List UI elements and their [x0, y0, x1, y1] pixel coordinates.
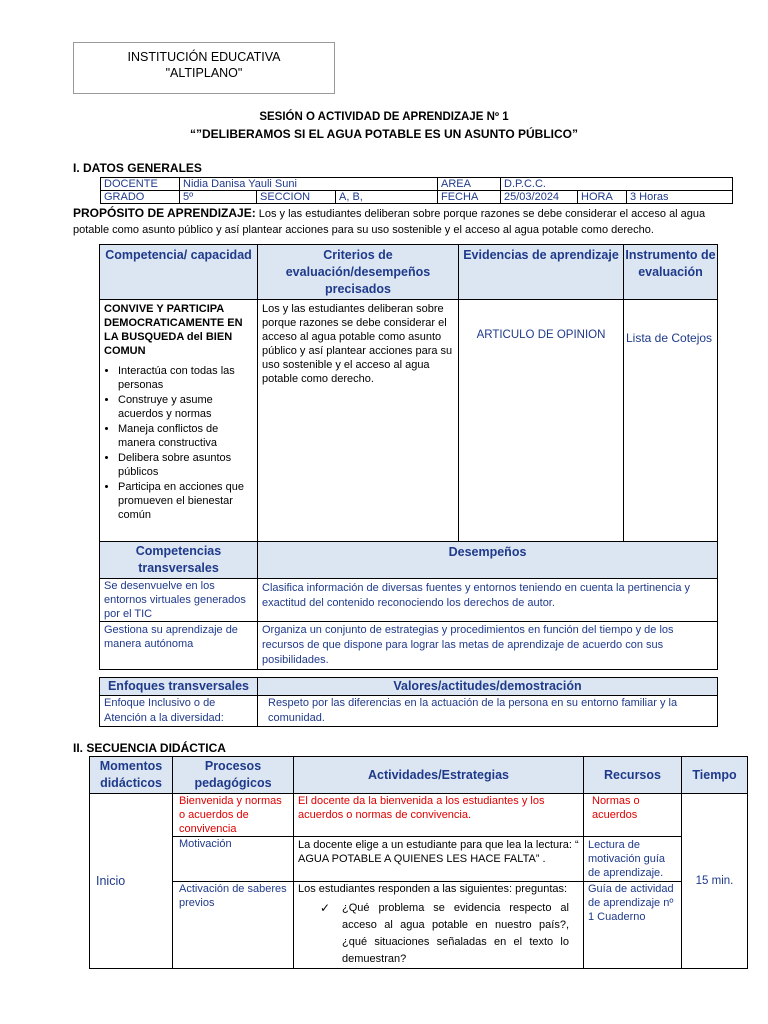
seccion-label: SECCION [257, 191, 336, 204]
header-instrumento: Instrumento de evaluación [624, 245, 718, 300]
capacidad-item: • Maneja conflictos de manera constructiva [118, 422, 253, 450]
valor-cell: Respeto por las diferencias en la actuación de la persona en su entorno familiar y la comunidad. [258, 696, 718, 727]
header-valores: Valores/actitudes/demostración [258, 678, 718, 696]
transversal-competencia: Se desenvuelve en los entornos virtuales generados por el TIC [100, 579, 258, 622]
datos-generales-heading: I. DATOS GENERALES [73, 161, 202, 175]
pregunta-item: ✓ ¿Qué problema se evidencia respecto al acceso al agua potable en nuestro país?, ¿qué situaciones señaladas en el texto lo demuestran? [320, 900, 569, 968]
proposito-text: Los y las estudiantes deliberan sobre porque razones se debe considerar el acceso al agua potable como asunto público y así plantear acciones para su uso sostenible y el acceso al agua potable como derecho. [73, 208, 706, 236]
transversal-desempeno: Organiza un conjunto de estrategias y procedimientos en función del tiempo y de los recursos de que dispone para lograr las metas de aprendizaje de acuerdo con sus posibilidades. [258, 622, 718, 670]
fecha-value: 25/03/2024 [501, 191, 578, 204]
header-procesos: Procesos pedagógicos [173, 757, 294, 794]
header-recursos: Recursos [584, 757, 682, 794]
proposito-paragraph [73, 205, 733, 238]
session-title: SESIÓN O ACTIVIDAD DE APRENDIZAJE Nº 1 [259, 111, 509, 123]
header-actividades: Actividades/Estrategias [294, 757, 584, 794]
school-name-line2: "ALTIPLANO" [165, 66, 243, 80]
header-momentos: Momentos didácticos [90, 757, 173, 794]
recurso-saberes-previos: Guía de actividad de aprendizaje nº 1 Cuaderno [584, 882, 682, 969]
header-evidencias: Evidencias de aprendizaje [459, 245, 624, 300]
competencia-title: CONVIVE Y PARTICIPA DEMOCRATICAMENTE EN LA BUSQUEDA del BIEN COMUN [104, 303, 243, 357]
actividad-saberes-intro: Los estudiantes responden a las siguientes: preguntas: [298, 883, 568, 895]
capacidades-list [104, 364, 253, 522]
hora-value: 3 Horas [627, 191, 733, 204]
secuencia-table [89, 756, 748, 969]
area-value: D.P.C.C. [501, 178, 733, 191]
seccion-value: A, B, [336, 191, 438, 204]
capacidad-item: • Participa en acciones que promueven el bienestar común [118, 480, 253, 522]
area-label: AREA [438, 178, 501, 191]
transversal-competencia: Gestiona su aprendizaje de manera autónoma [100, 622, 258, 670]
competencia-cell [100, 300, 258, 542]
grado-label: GRADO [101, 191, 180, 204]
capacidad-item: • Construye y asume acuerdos y normas [118, 393, 253, 421]
proceso-motivacion: Motivación [173, 837, 294, 882]
proceso-bienvenida: Bienvenida y normas o acuerdos de convivencia [173, 794, 294, 837]
capacidad-item: • Delibera sobre asuntos públicos [118, 451, 253, 479]
header-competencia: Competencia/ capacidad [100, 245, 258, 300]
transversal-desempeno: Clasifica información de diversas fuentes y entornos teniendo en cuenta la pertinencia y exactitud del contenido reconociendo los derechos de autor. [258, 579, 718, 622]
hora-label: HORA [578, 191, 627, 204]
school-header-box [73, 42, 335, 94]
secuencia-heading: II. SECUENCIA DIDÁCTICA [73, 741, 226, 755]
recurso-bienvenida: Normas o acuerdos [584, 794, 682, 837]
header-desempenos: Desempeños [258, 542, 718, 579]
enfoques-table [99, 677, 718, 727]
header-enfoques: Enfoques transversales [100, 678, 258, 696]
school-name-line1: INSTITUCIÓN EDUCATIVA [127, 50, 281, 64]
proposito-label: PROPÓSITO DE APRENDIZAJE: [73, 206, 256, 220]
proceso-saberes-previos: Activación de saberes previos [173, 882, 294, 969]
criterio-cell: Los y las estudiantes deliberan sobre porque razones se debe considerar el acceso al agua potable como asunto público y así plantear acciones para su uso sostenible y el acceso al agua potable como derecho. [258, 300, 459, 542]
instrumento-cell: Lista de Cotejos [624, 300, 718, 542]
evidencia-cell: ARTICULO DE OPINION [459, 300, 624, 542]
header-tiempo: Tiempo [682, 757, 748, 794]
momento-inicio: Inicio [90, 794, 173, 969]
docente-value: Nidia Danisa Yauli Suni [180, 178, 438, 191]
recurso-motivacion: Lectura de motivación guía de aprendizaje. [584, 837, 682, 882]
enfoque-cell: Enfoque Inclusivo o de Atención a la diversidad: [100, 696, 258, 727]
competencias-table [99, 244, 718, 670]
tiempo-inicio: 15 min. [682, 794, 748, 969]
fecha-label: FECHA [438, 191, 501, 204]
grado-value: 5º [180, 191, 257, 204]
datos-table [100, 177, 733, 204]
actividad-bienvenida: El docente da la bienvenida a los estudiantes y los acuerdos o normas de convivencia. [294, 794, 584, 837]
actividad-saberes-previos [294, 882, 584, 969]
header-competencias-transversales: Competencias transversales [100, 542, 258, 579]
header-criterios: Criterios de evaluación/desempeños precisados [258, 245, 459, 300]
docente-label: DOCENTE [101, 178, 180, 191]
session-subtitle: “”DELIBERAMOS SI EL AGUA POTABLE ES UN ASUNTO PÚBLICO” [189, 127, 579, 141]
capacidad-item: • Interactúa con todas las personas [118, 364, 253, 392]
actividad-motivacion: La docente elige a un estudiante para que lea la lectura: “ AGUA POTABLE A QUIENES LES HACE FALTA” . [294, 837, 584, 882]
